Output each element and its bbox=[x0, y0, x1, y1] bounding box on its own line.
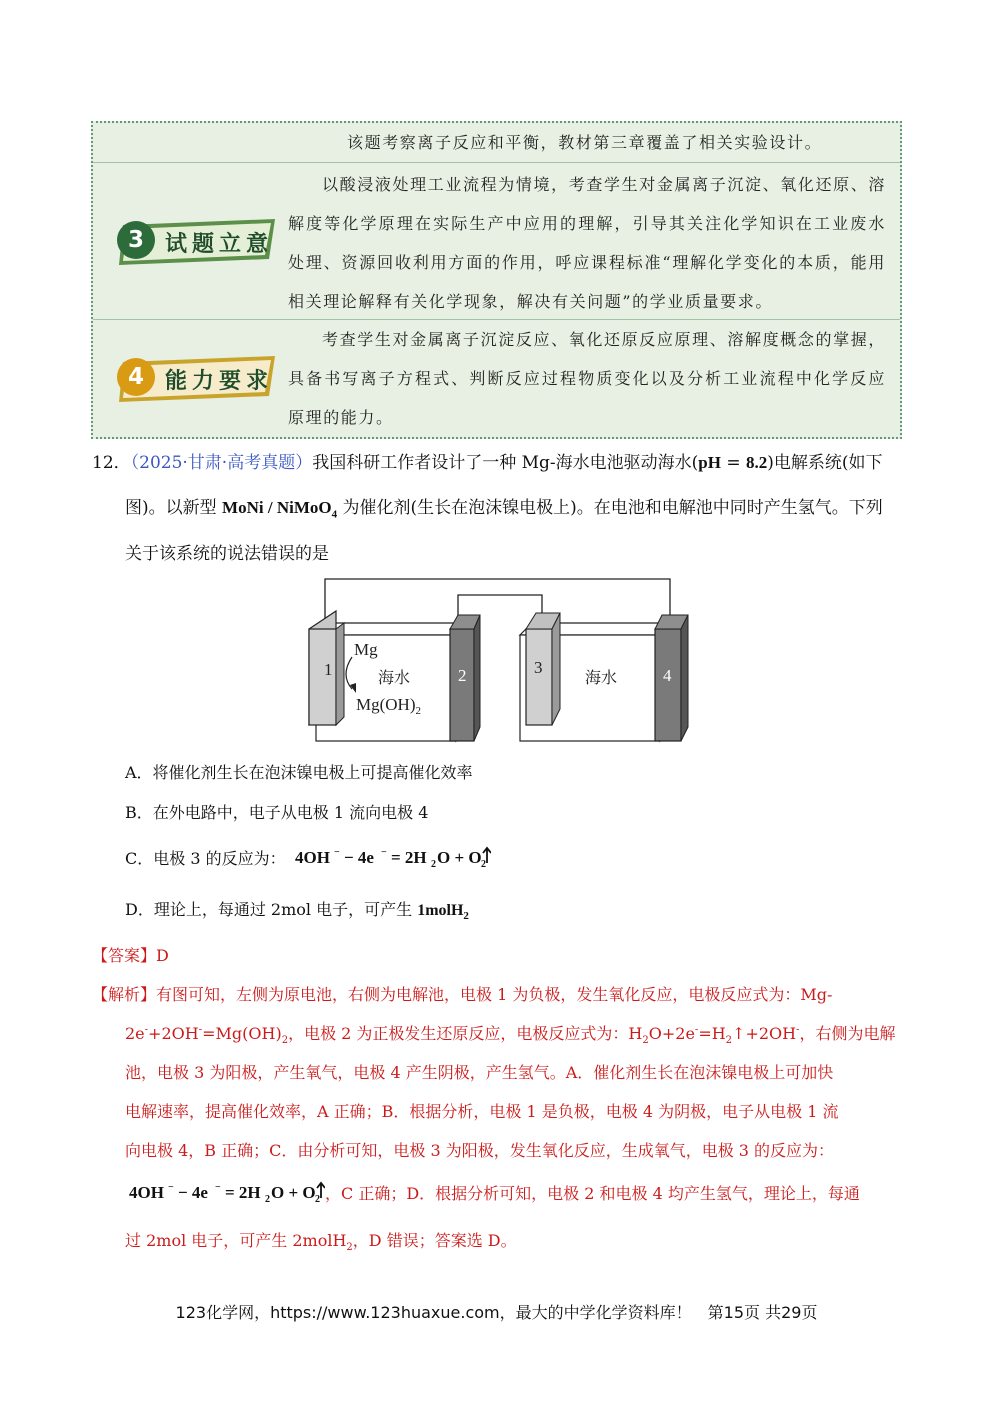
analysis-label: 【解析】 bbox=[92, 985, 157, 1004]
section4-text bbox=[288, 320, 886, 437]
question-text: 图)。以新型 bbox=[125, 498, 223, 518]
ph-value: 8.2 bbox=[746, 453, 768, 472]
section4-line: 考查学生对金属离子沉淀反应、氧化还原反应原理、溶解度概念的掌握， bbox=[322, 330, 886, 349]
section4-title: 能力要求 bbox=[165, 368, 274, 394]
question-text: 我国科研工作者设计了一种 Mg-海水电池驱动海水( bbox=[312, 453, 699, 473]
info-row-section4 bbox=[93, 320, 900, 439]
question-number: 12． bbox=[92, 453, 131, 473]
electrode-2-label: 2 bbox=[458, 666, 467, 685]
equation-option-c bbox=[291, 845, 491, 871]
electrode-3 bbox=[526, 613, 560, 725]
section3-line: 能用相关理论解释有关化学现象，解决有关问题”的学业质量要求。 bbox=[288, 253, 886, 311]
svg-text:2: 2 bbox=[265, 1194, 270, 1205]
analysis-line-6 bbox=[125, 1180, 860, 1206]
svg-text:− 4e: − 4e bbox=[343, 848, 374, 867]
svg-text:O + O: O + O bbox=[271, 1183, 316, 1202]
svg-text:−: − bbox=[215, 1182, 221, 1193]
analysis-text: ，电极 2 为正极发生还原反应，电极反应式为：H bbox=[288, 1024, 643, 1043]
electrode-3-label: 3 bbox=[534, 658, 543, 677]
answer-label: 【答案】 bbox=[92, 946, 157, 965]
option-c bbox=[125, 845, 491, 871]
analysis-text: =H bbox=[698, 1024, 726, 1043]
info-row-topic bbox=[93, 123, 900, 163]
svg-text:−: − bbox=[168, 1182, 174, 1193]
answer-line bbox=[92, 943, 169, 966]
info-row-section3 bbox=[93, 163, 900, 320]
option-a: A．将催化剂生长在泡沫镍电极上可提高催化效率 bbox=[125, 763, 473, 782]
question-line-3: 关于该系统的说法错误的是 bbox=[125, 544, 329, 564]
svg-text:= 2H: = 2H bbox=[390, 848, 427, 867]
mgoh2-label bbox=[356, 695, 421, 717]
section3-badge bbox=[109, 201, 289, 281]
section4-badge bbox=[109, 338, 289, 418]
catalyst-name: MoNi / NiMoO bbox=[222, 498, 332, 517]
svg-text:−: − bbox=[333, 847, 340, 858]
question-source: （2025·甘肃·高考真题） bbox=[130, 453, 313, 473]
option-b: B．在外电路中，电子从电极 1 流向电极 4 bbox=[125, 803, 429, 822]
electrode-1-label: 1 bbox=[324, 660, 333, 679]
analysis-line-4: 电解速率，提高催化效率，A 正确；B．根据分析，电极 1 是负极，电极 4 为阴极，电子从电极 1 流 bbox=[125, 1102, 839, 1121]
catalyst-formula bbox=[222, 498, 338, 521]
info-table bbox=[91, 121, 902, 439]
ph-label: pH bbox=[698, 453, 721, 472]
question-text: 为催化剂(生长在泡沫镍电极上)。在电池和电解池中同时产生氢气。下列 bbox=[337, 498, 883, 518]
option-c-prefix: C．电极 3 的反应为： bbox=[125, 849, 286, 868]
section4-line: 具备书写离子方程式、判断反应过程物质变化以及分析工业流程中化学反应 bbox=[288, 369, 886, 388]
analysis-text: =Mg(OH) bbox=[202, 1024, 282, 1043]
mgoh2-subscript: 2 bbox=[415, 705, 421, 717]
svg-text:2: 2 bbox=[430, 859, 436, 870]
section3-title: 试题立意 bbox=[165, 231, 274, 257]
svg-text:− 4e: − 4e bbox=[178, 1183, 208, 1202]
seawater-left-label: 海水 bbox=[378, 668, 411, 687]
section4-line: 原理的能力。 bbox=[288, 408, 394, 427]
ph-eq: = bbox=[720, 453, 747, 473]
wire bbox=[325, 579, 670, 627]
analysis-text: ，C 正确；D．根据分析可知，电极 2 和电极 4 均产生氢气，理论上，每通 bbox=[325, 1184, 860, 1203]
analysis-text: ，D 错误；答案选 D。 bbox=[352, 1231, 517, 1250]
catalyst-subscript: 4 bbox=[331, 508, 338, 521]
equation-analysis bbox=[125, 1180, 325, 1206]
svg-text:−: − bbox=[380, 847, 387, 858]
section3-number: 3 bbox=[117, 221, 155, 259]
question-line-1 bbox=[92, 448, 883, 473]
analysis-line-7: 过 2mol 电子，可产生 2molH$_2$，D 错误；答案选 D。 bbox=[125, 1231, 517, 1254]
section3-text bbox=[288, 165, 886, 321]
svg-text:= 2H: = 2H bbox=[225, 1183, 261, 1202]
electrode-4 bbox=[655, 615, 688, 741]
svg-text:2: 2 bbox=[315, 1194, 320, 1205]
svg-text:2: 2 bbox=[480, 859, 486, 870]
svg-text:4OH: 4OH bbox=[129, 1183, 164, 1202]
section3-line: 水处理、资源回收利用方面的作用，呼应课程标准“理解化学变化的本质， bbox=[288, 214, 886, 272]
analysis-line-1 bbox=[92, 982, 832, 1005]
question-line-2 bbox=[125, 493, 883, 520]
svg-text:4OH: 4OH bbox=[294, 848, 330, 867]
option-d bbox=[125, 897, 469, 922]
seawater-right-label: 海水 bbox=[585, 668, 618, 687]
mg-label: Mg bbox=[354, 640, 378, 659]
answer-value: D bbox=[156, 946, 169, 965]
electrode-4-label: 4 bbox=[663, 666, 672, 685]
analysis-text: 过 2mol 电子，可产生 2molH bbox=[125, 1231, 347, 1250]
analysis-text: +2OH bbox=[148, 1024, 199, 1043]
analysis-text: ↑+2OH bbox=[732, 1024, 797, 1043]
option-d-formula-main: 1molH bbox=[417, 902, 464, 919]
svg-text:O + O: O + O bbox=[436, 848, 482, 867]
question-text: )电解系统(如下 bbox=[767, 453, 883, 473]
analysis-text: 2e bbox=[125, 1024, 145, 1043]
option-d-formula bbox=[417, 902, 469, 923]
section4-number: 4 bbox=[117, 358, 155, 396]
section3-line: 以酸浸液处理工业流程为情境，考查学生对金属离子沉淀、氧化还原、 bbox=[322, 175, 869, 194]
option-d-formula-sub: 2 bbox=[463, 910, 469, 923]
option-d-prefix: D．理论上，每通过 2mol 电子，可产生 bbox=[125, 900, 418, 919]
section3-line: 溶解度等化学原理在实际生产中应用的理解，引导其关注化学知识在工业废 bbox=[288, 175, 886, 233]
analysis-text: 有图可知，左侧为原电池，右侧为电解池，电极 1 为负极，发生氧化反应，电极反应式为：Mg- bbox=[156, 985, 833, 1004]
topic-text: 该题考察离子反应和平衡，教材第三章覆盖了相关实验设计。 bbox=[347, 133, 823, 152]
electrolysis-diagram bbox=[300, 575, 695, 745]
analysis-line-3: 池，电极 3 为阳极，产生氧气，电极 4 产生阴极，产生氢气。A．催化剂生长在泡沫镍电极上可加快 bbox=[125, 1063, 834, 1082]
analysis-line-2: $2e^-+2OH^-=Mg(OH)_2$，电极 2 为正极发生还原反应，电极反应式为：$H_2O+2e^-=H_2↑+2OH^-$，右侧为电解 bbox=[125, 1024, 896, 1047]
mgoh2-text: Mg(OH) bbox=[356, 695, 416, 714]
analysis-text: O+2e bbox=[648, 1024, 695, 1043]
analysis-text: ，右侧为电解 bbox=[799, 1024, 896, 1043]
page-footer: 123化学网，https://www.123huaxue.com，最大的中学化学资料库！ 第15页 共29页 bbox=[175, 1303, 818, 1322]
analysis-line-5: 向电极 4，B 正确；C．由分析可知，电极 3 为阳极，发生氧化反应，生成氧气，电极 3 的反应为： bbox=[125, 1141, 835, 1160]
